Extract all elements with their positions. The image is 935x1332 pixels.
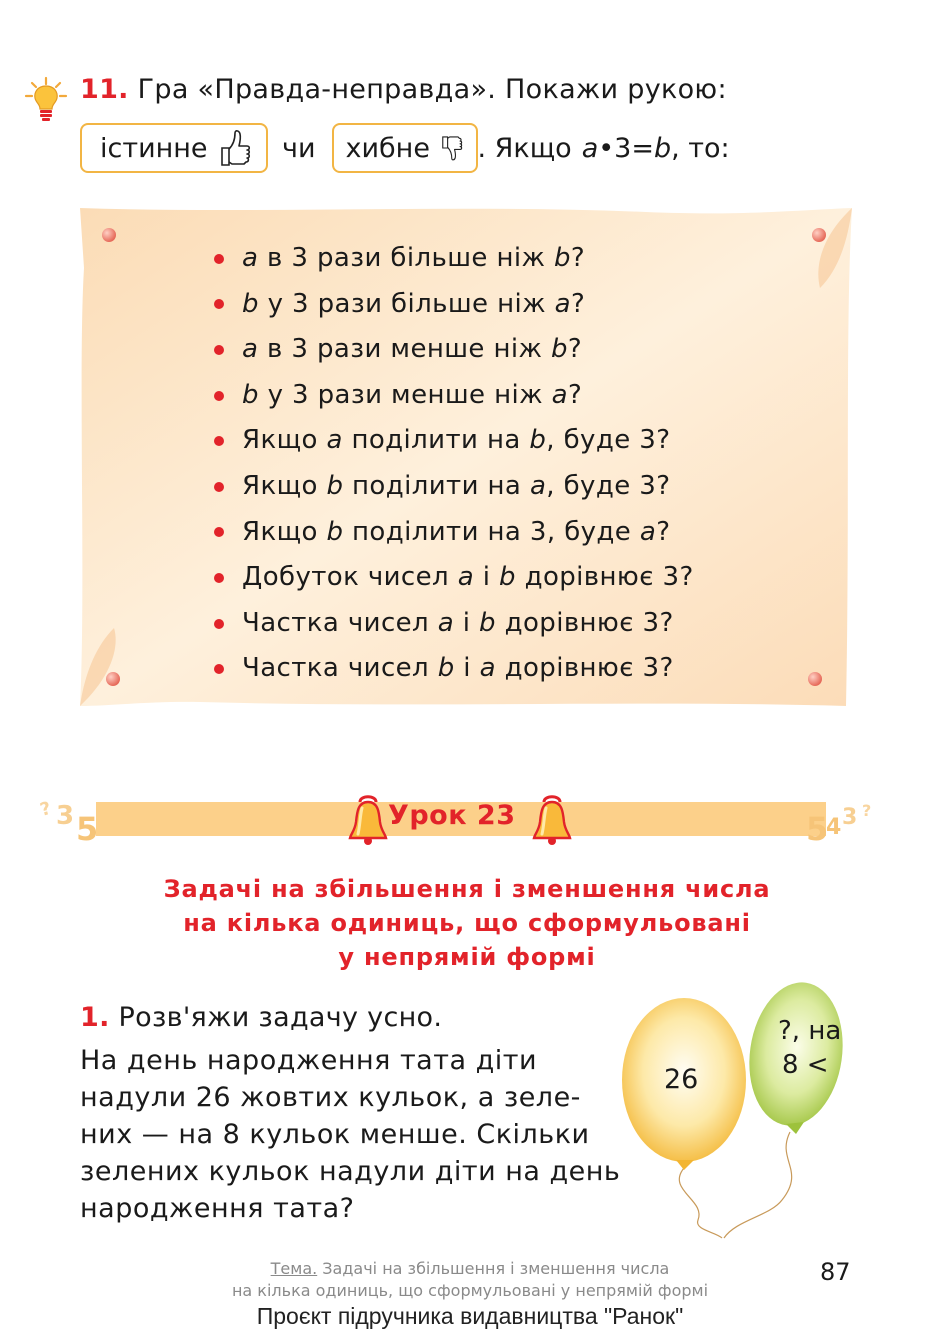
question-text (242, 236, 585, 282)
variable: a (457, 562, 475, 593)
exercise-11-answer-options (80, 122, 730, 174)
task-text-line: На день народження тата діти (80, 1045, 538, 1076)
question-fragment: у 3 рази більше ніж (258, 288, 555, 319)
task-heading-text: Розв'яжи задачу усно. (118, 1002, 443, 1033)
bullet-icon (214, 254, 224, 264)
task-number: 1. (80, 1002, 110, 1033)
topic-line-2: на кілька одиниць, що сформульовані у непрямій формі (231, 1281, 709, 1300)
question-fragment: дорівнює 3? (495, 653, 674, 684)
question-fragment: ? (570, 243, 586, 273)
question-text (242, 601, 674, 647)
false-option-label: хибне (345, 132, 430, 164)
variable: b (479, 607, 496, 638)
question-fragment: , буде 3? (546, 470, 671, 501)
variable: b (242, 288, 259, 319)
question-text (242, 327, 582, 373)
question-item (214, 236, 694, 282)
question-item (214, 327, 694, 373)
svg-text:?: ? (862, 801, 872, 820)
task-text-line: зелених кульок надули діти на день (80, 1156, 621, 1187)
question-fragment: Добуток чисел (242, 562, 458, 593)
pin-top-right (812, 228, 826, 242)
footer-project-note: Проєкт підручника видавництва "Ранок" (256, 1303, 684, 1329)
question-item (214, 555, 694, 601)
svg-text:5: 5 (76, 810, 99, 848)
svg-text:?: ? (37, 797, 54, 821)
task-1-heading (80, 1002, 442, 1033)
bullet-icon (214, 299, 224, 309)
question-text (242, 373, 582, 419)
bell-icon (530, 792, 574, 846)
question-fragment: поділити на (343, 470, 530, 501)
svg-text:3: 3 (56, 801, 75, 831)
task-text-line: надули 26 жовтих кульок, а зеле- (80, 1082, 581, 1113)
true-option-label: істинне (100, 132, 208, 164)
yellow-balloon-label: 26 (664, 1064, 699, 1095)
pin-top-left (102, 228, 116, 242)
question-fragment: поділити на 3, буде (343, 516, 640, 547)
page-number: 87 (820, 1258, 851, 1286)
question-item (214, 601, 694, 647)
lightbulb-icon (24, 76, 68, 124)
svg-text:4: 4 (826, 815, 842, 840)
variable: a (529, 470, 547, 501)
question-text (242, 555, 694, 601)
variable: b (499, 562, 516, 593)
variable: a (554, 288, 571, 319)
question-item (214, 373, 694, 419)
question-item (214, 646, 694, 692)
bullet-icon (214, 391, 224, 401)
variable: a (326, 425, 343, 456)
variable: b (529, 425, 547, 456)
pin-bottom-right (808, 672, 822, 686)
question-text (242, 418, 670, 464)
variable: b (551, 334, 568, 365)
thumbs-up-icon (218, 128, 252, 168)
question-item (214, 464, 694, 510)
question-text (242, 464, 670, 510)
question-fragment: у 3 рази менше ніж (258, 379, 552, 410)
condition-suffix: , то: (671, 132, 730, 164)
question-fragment: Якщо (242, 470, 327, 501)
or-word: чи (282, 132, 316, 164)
question-fragment: Частка чисел (242, 653, 438, 684)
question-fragment: ? (567, 379, 583, 410)
question-text (242, 510, 670, 556)
question-item (214, 282, 694, 328)
question-fragment: ? (570, 288, 586, 319)
question-fragment: і (454, 607, 480, 638)
variable: b (437, 653, 455, 684)
condition-prefix: . Якщо (477, 132, 572, 164)
task-1-text (80, 1042, 620, 1227)
question-fragment: Частка чисел (242, 607, 438, 638)
condition-var-a: a (581, 132, 599, 164)
false-option-box (332, 123, 478, 173)
question-fragment: Якщо (242, 516, 327, 547)
bullet-icon (214, 619, 224, 629)
task-text-line: них — на 8 кульок менше. Скільки (80, 1119, 590, 1150)
variable: b (554, 243, 571, 273)
exercise-11-intro (80, 74, 727, 105)
green-balloon-line: 8 < (782, 1050, 829, 1080)
condition-mid: •3= (598, 132, 654, 164)
topic-label: Тема. (270, 1259, 318, 1278)
bullet-icon (214, 664, 224, 674)
question-list (214, 236, 694, 692)
question-text (242, 646, 674, 692)
balloons-illustration (606, 970, 866, 1240)
bullet-icon (214, 482, 224, 492)
green-balloon-label (778, 1014, 841, 1082)
exercise-intro-text: Гра «Правда-неправда». Покажи рукою: (137, 74, 727, 105)
svg-text:5: 5 (806, 810, 829, 848)
question-fragment: ? (656, 516, 671, 547)
variable: b (242, 379, 259, 410)
bullet-icon (214, 527, 224, 537)
condition-var-b: b (653, 132, 672, 164)
topic-line-1: Задачі на збільшення і зменшення числа (317, 1259, 670, 1278)
subtitle-line: у непрямій формі (338, 943, 596, 971)
variable: a (639, 516, 657, 547)
question-fragment: Якщо (242, 425, 327, 456)
question-fragment: і (474, 562, 499, 593)
svg-text:3: 3 (842, 805, 858, 830)
bell-icon (346, 792, 390, 846)
lesson-subtitle (100, 872, 834, 974)
variable: a (437, 607, 455, 638)
pin-bottom-left (106, 672, 120, 686)
lesson-title: Урок 23 (388, 800, 516, 831)
bullet-icon (214, 345, 224, 355)
subtitle-line: Задачі на збільшення і зменшення числа (163, 875, 771, 903)
question-fragment: , буде 3? (546, 425, 671, 456)
subtitle-line: на кілька одиниць, що сформульовані (183, 909, 751, 937)
true-option-box (80, 123, 268, 173)
question-fragment: ? (567, 334, 583, 365)
question-fragment: і (454, 653, 480, 684)
footer-topic (180, 1258, 760, 1302)
thumbs-down-icon (440, 128, 464, 168)
bullet-icon (214, 436, 224, 446)
variable: b (326, 516, 344, 547)
bullet-icon (214, 573, 224, 583)
question-fragment: поділити на (342, 425, 530, 456)
question-item (214, 510, 694, 556)
question-fragment: в 3 рази менше ніж (258, 334, 551, 365)
question-fragment: в 3 рази більше ніж (258, 243, 554, 273)
task-text-line: народження тата? (80, 1193, 355, 1224)
green-balloon-line: ?, на (778, 1016, 842, 1046)
question-fragment: дорівнює 3? (495, 607, 674, 638)
exercise-number: 11. (80, 74, 129, 105)
question-text (242, 282, 585, 328)
variable: a (242, 334, 259, 365)
question-fragment: дорівнює 3? (515, 562, 694, 593)
variable: a (242, 243, 259, 273)
variable: b (326, 470, 344, 501)
question-item (214, 418, 694, 464)
variable: a (551, 379, 568, 410)
variable: a (479, 653, 496, 684)
